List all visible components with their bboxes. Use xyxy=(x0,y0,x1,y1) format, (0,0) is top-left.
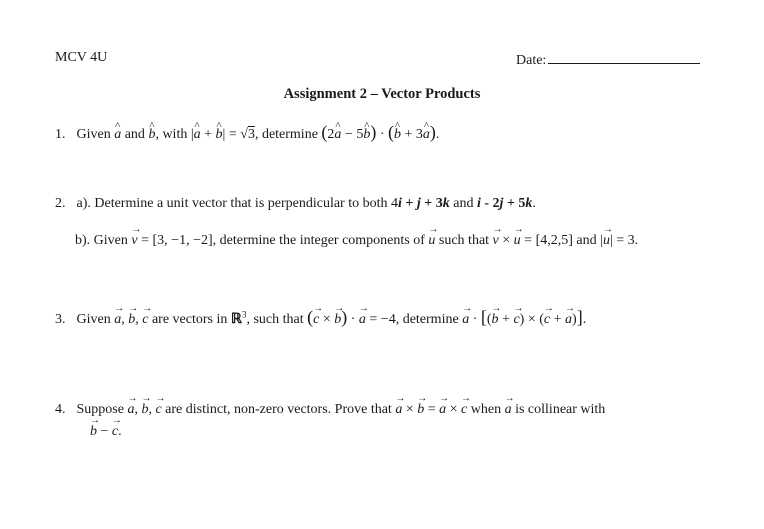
question-number: 3. xyxy=(55,312,66,327)
question-2a: 2. a). Determine a unit vector that is perpendicular to both 4i + j + 3k and i - 2j + 5k. xyxy=(55,196,536,211)
cross-equality: a → × b → = a → × c → xyxy=(395,402,467,417)
question-3: 3. Given a →, b →, c → are vectors in ℝ$^3$, such that (c → × b →) · a → = −4, determine a → · [(b → + c →) × (c → + a →)]. xyxy=(55,307,586,328)
vector-v: v → = [3, −1, −2] xyxy=(131,233,212,248)
magnitude-condition: |a ^ + b ^| = √3 xyxy=(191,127,255,142)
question-2b: b). Given v → = [3, −1, −2], determine the integer components of u → such that v → × u → = [4,2,5] and |u →| = 3. xyxy=(75,233,638,249)
vector-list: a →, b →, c → xyxy=(127,402,161,417)
difference-vector: b → − c →. xyxy=(90,424,122,439)
date-label: Date: xyxy=(516,53,547,68)
date-field xyxy=(516,50,700,69)
question-1: 1. Given a ^ and b ^, with |a ^ + b ^| = √3, determine (2a ^ − 5b ^) · (b ^ + 3a ^). xyxy=(55,122,439,143)
vector-list: a →, b →, c → xyxy=(114,312,148,327)
question-number: 2. xyxy=(55,196,66,211)
question-number: 1. xyxy=(55,127,66,142)
vector-2: i - 2j + 5k xyxy=(476,196,533,211)
target-expression: a → · [(b → + c →) × (c → + a →)]. xyxy=(462,312,586,327)
triple-product-condition: (c → × b →) · a → = −4 xyxy=(307,312,396,327)
date-line xyxy=(548,50,700,64)
dot-product-expression: (2a ^ − 5b ^) · (b ^ + 3a ^). xyxy=(321,127,439,142)
question-4: 4. Suppose a →, b →, c → are distinct, non-zero vectors. Prove that a → × b → = a → × c → when a → is collinear with xyxy=(55,402,605,418)
question-4-continuation xyxy=(90,424,122,440)
course-code: MCV 4U xyxy=(55,50,108,65)
real-space: ℝ$^3$ xyxy=(230,309,247,327)
vector-1: 4i + j + 3k xyxy=(391,196,450,211)
assignment-title: Assignment 2 – Vector Products xyxy=(283,86,481,102)
question-number: 4. xyxy=(55,402,66,417)
cross-condition: v → × u → = [4,2,5] xyxy=(493,233,573,248)
magnitude-u: |u →| = 3 xyxy=(600,233,635,248)
